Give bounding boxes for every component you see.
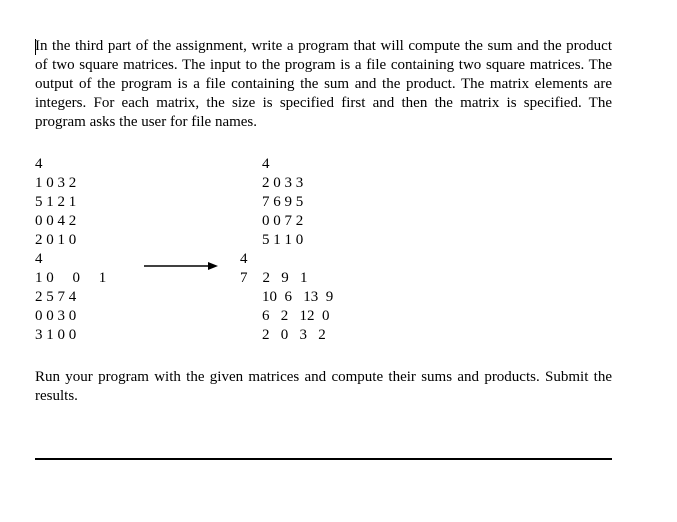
product-line: 2 0 3 2 [262, 327, 326, 343]
input-line: 2 0 1 0 [35, 232, 77, 248]
right-arrow-icon [144, 260, 218, 272]
input-line: 4 [35, 156, 43, 172]
sum-line: 5 1 1 0 [262, 232, 304, 248]
product-line: 6 2 12 0 [262, 308, 330, 324]
sum-line: 0 0 7 2 [262, 213, 304, 229]
sum-line: 2 0 3 3 [262, 175, 304, 191]
input-line: 3 1 0 0 [35, 327, 77, 343]
sum-line: 4 [262, 156, 270, 172]
product-line: 7 2 9 1 [240, 270, 308, 286]
horizontal-rule [35, 458, 612, 460]
input-line: 5 1 2 1 [35, 194, 77, 210]
product-size: 4 [240, 251, 248, 267]
input-line: 4 [35, 251, 43, 267]
input-line: 2 5 7 4 [35, 289, 77, 305]
input-line: 0 0 4 2 [35, 213, 77, 229]
sum-line: 7 6 9 5 [262, 194, 304, 210]
input-line: 0 0 3 0 [35, 308, 77, 324]
intro-paragraph: In the third part of the assignment, write a program that will compute the sum and the product of two square matrices. The input to the program is a file containing two square matrices. The output of the program is a file containing the sum and the product. The matrix elements are integers. For each matrix, the size is specified first and then the matrix is specified. The program asks the user for file names. [35, 38, 612, 130]
input-line: 1 0 3 2 [35, 175, 77, 191]
input-line: 1 0 0 1 [35, 270, 107, 286]
product-line: 10 6 13 9 [262, 289, 334, 305]
closing-paragraph: Run your program with the given matrices and compute their sums and products. Submit the results. [35, 369, 612, 404]
